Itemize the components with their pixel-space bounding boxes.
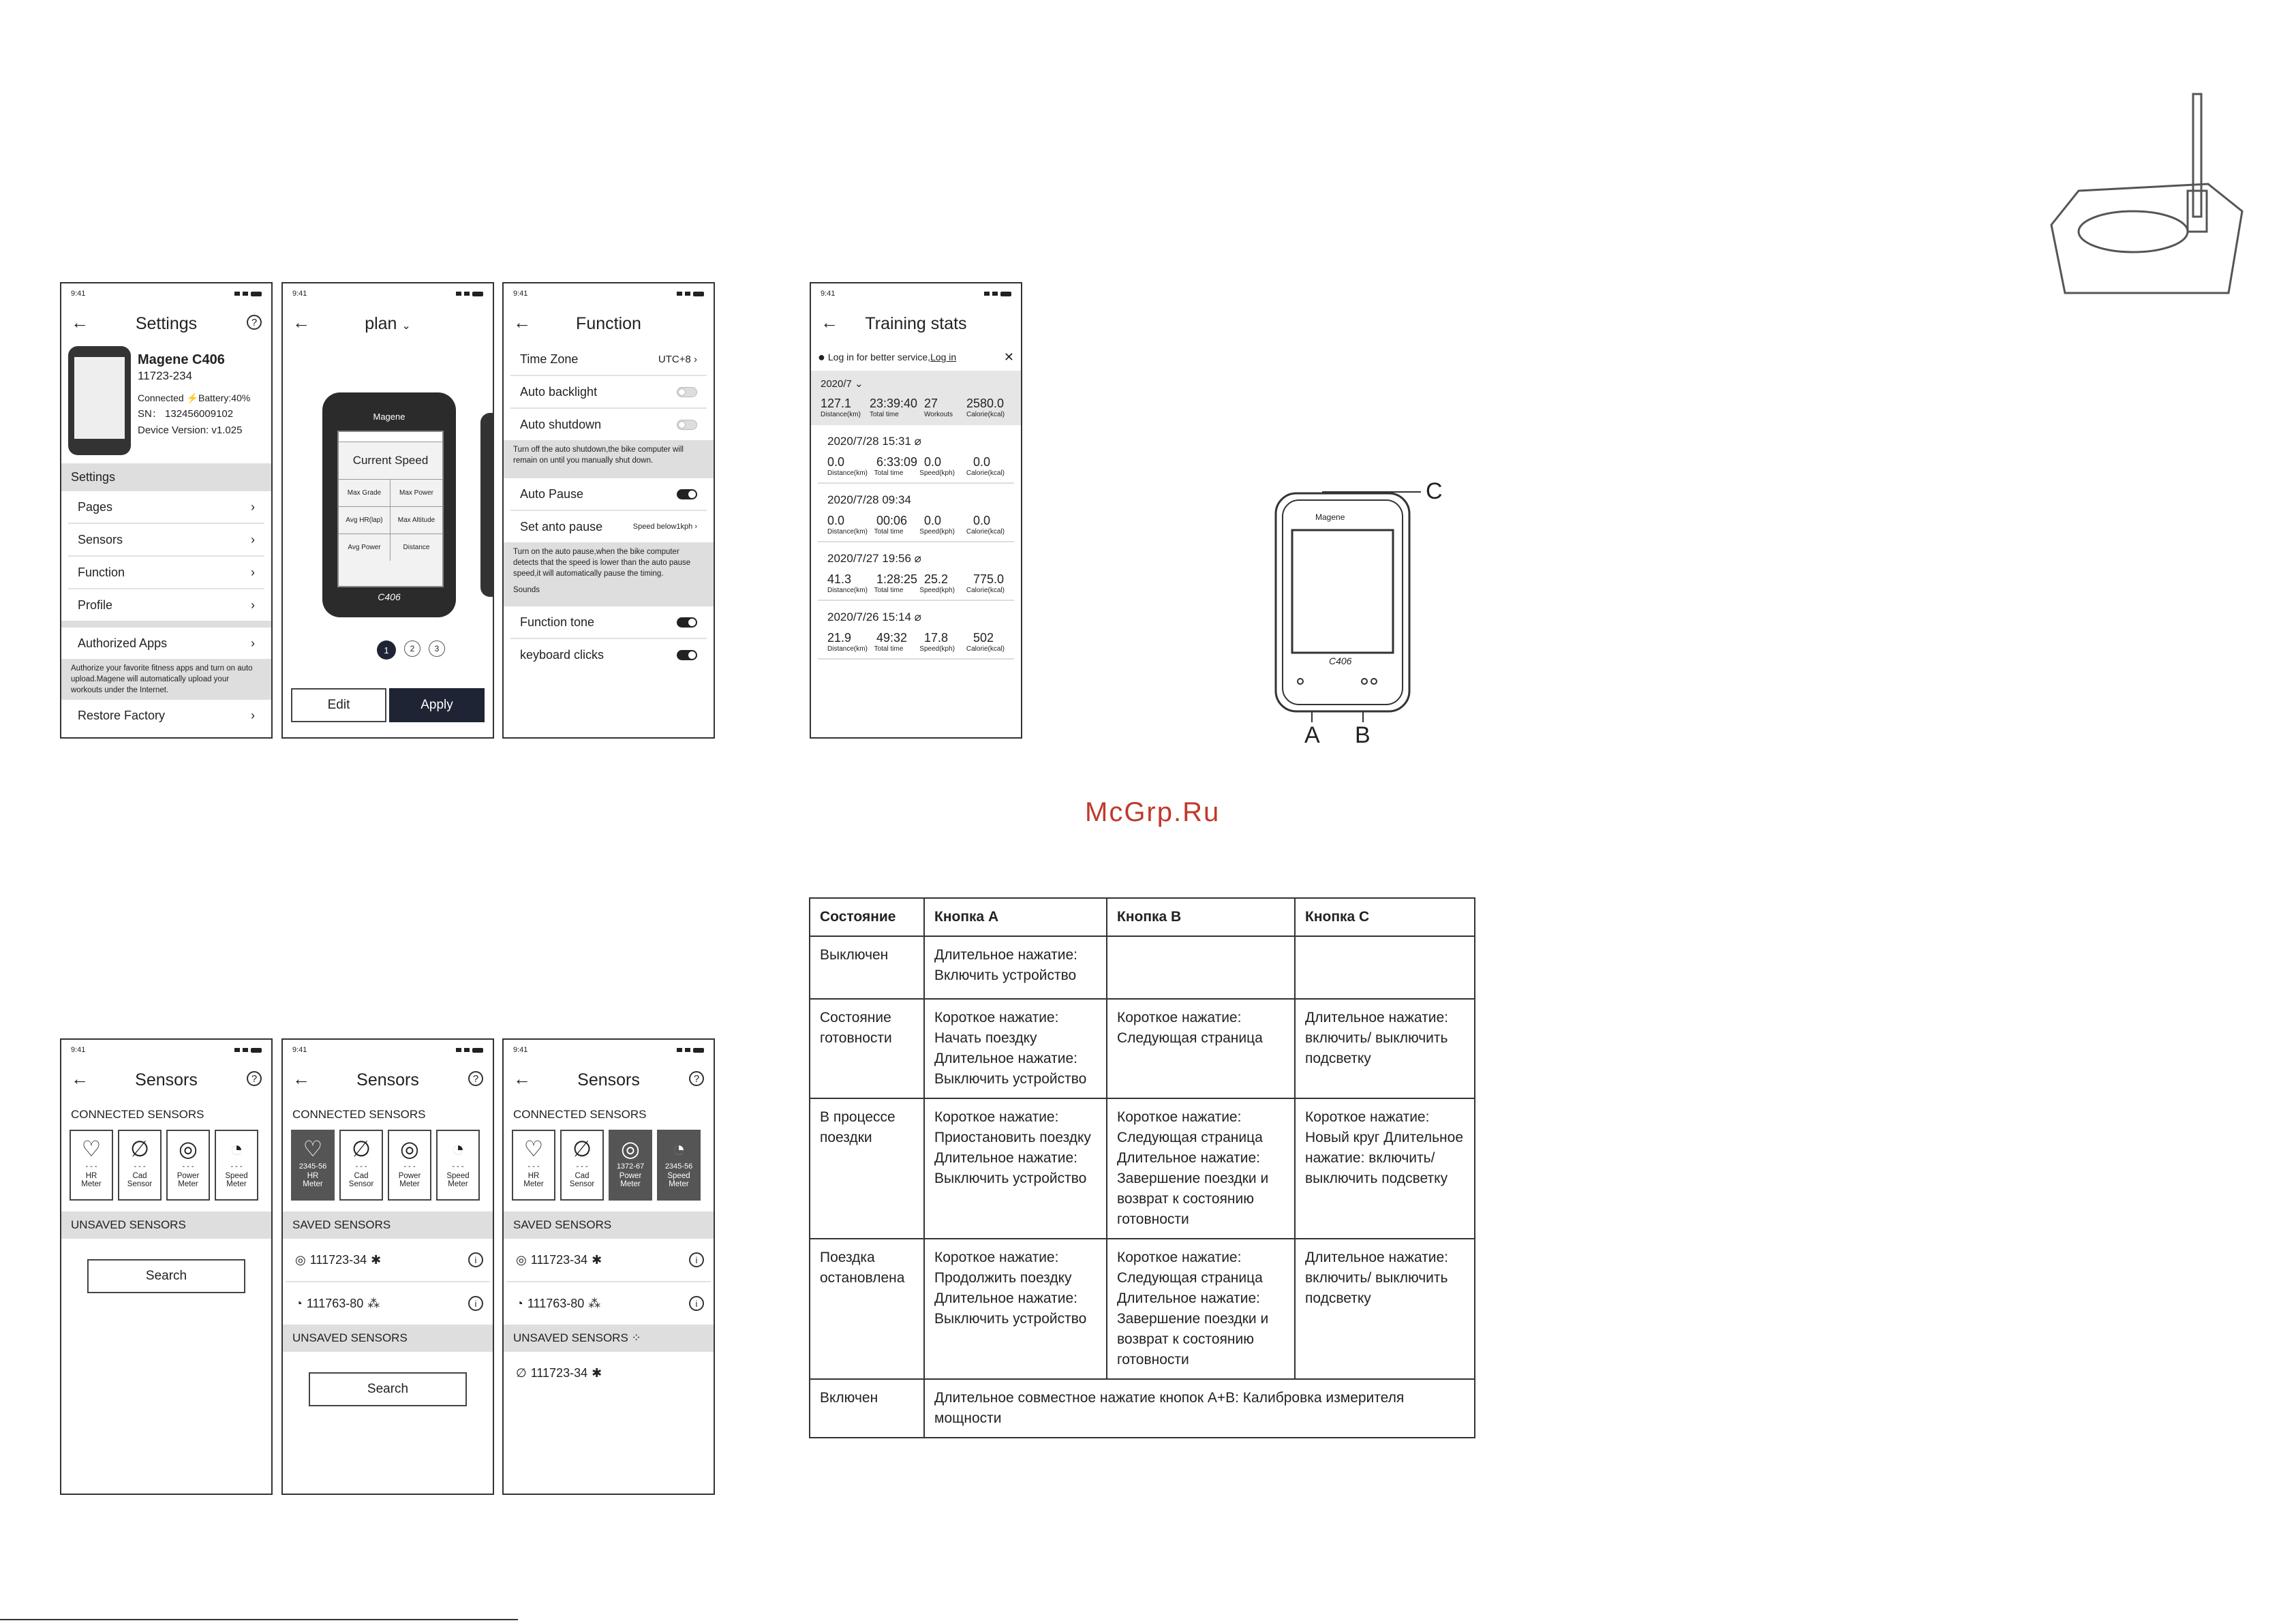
- grid-cell: Avg HR(lap): [339, 507, 391, 534]
- button-label-a: A: [1304, 722, 1320, 748]
- loading-spinner-icon: ⁘: [631, 1331, 641, 1344]
- table-row: [810, 936, 1475, 999]
- bike-icon: ⌀: [914, 435, 921, 448]
- saved-sensors-header: SAVED SENSORS: [504, 1211, 714, 1239]
- nav-bar: [283, 1060, 493, 1100]
- nav-bar: [504, 1060, 714, 1100]
- auto-pause-item: Auto Pause: [510, 478, 707, 511]
- page-dot-1[interactable]: 1: [377, 640, 396, 660]
- info-icon[interactable]: i: [468, 1296, 483, 1311]
- page-title: Training stats: [865, 313, 967, 333]
- plan-screen: [281, 282, 494, 739]
- device-preview: [322, 392, 456, 617]
- diagram-model: C406: [1329, 655, 1352, 666]
- table-cell: Короткое нажатие: Продолжить поездку Длительное нажатие: Выключить устройство: [924, 1239, 1107, 1379]
- device-name: Magene C406: [138, 352, 225, 367]
- settings-item-pages[interactable]: Pages ›: [68, 491, 264, 524]
- table-cell: [1295, 936, 1475, 999]
- speedometer-icon: ◔: [295, 1296, 303, 1310]
- power-icon: ◎: [295, 1252, 306, 1267]
- chevron-down-icon: ⌄: [401, 320, 411, 332]
- speedometer-icon: ◔: [451, 1137, 465, 1161]
- help-icon[interactable]: ?: [468, 1071, 483, 1086]
- table-header: Кнопка B: [1107, 898, 1295, 936]
- heart-rate-icon: ♡: [81, 1137, 102, 1161]
- settings-section-header: Settings: [61, 463, 271, 491]
- table-cell: Состояние готовности: [810, 999, 924, 1098]
- hr-meter-slot[interactable]: ♡ 2345-56 HR Meter: [291, 1130, 335, 1201]
- grid-cell: Distance: [403, 544, 430, 551]
- chevron-right-icon: ›: [251, 598, 255, 612]
- settings-item-profile[interactable]: Profile ›: [78, 598, 255, 612]
- sensor-slots: [283, 1130, 493, 1201]
- power-icon: ◎: [516, 1252, 527, 1267]
- apply-button[interactable]: Apply: [389, 688, 485, 722]
- device-model: C406: [378, 591, 401, 602]
- connected-sensors-header: CONNECTED SENSORS: [513, 1108, 647, 1121]
- nav-bar: [283, 304, 493, 343]
- back-arrow-icon[interactable]: ←: [71, 312, 89, 333]
- plan-dropdown[interactable]: plan ⌄: [365, 313, 411, 333]
- table-header: Кнопка C: [1295, 898, 1475, 936]
- speed-meter-slot[interactable]: ◔ - - - Speed Meter: [215, 1130, 258, 1201]
- info-icon[interactable]: i: [689, 1252, 704, 1267]
- unsaved-sensor-row[interactable]: ∅ 111723-34 ✱: [516, 1365, 602, 1380]
- bike-icon: ⌀: [914, 552, 921, 565]
- table-cell: Короткое нажатие: Следующая страница Длительное нажатие: Завершение поездки и возврат к состоянию готовности: [1107, 1239, 1295, 1379]
- page-title: Sensors: [577, 1070, 640, 1089]
- info-icon[interactable]: i: [689, 1296, 704, 1311]
- sensor-slots: [61, 1130, 271, 1201]
- hr-meter-slot[interactable]: ♡ - - - HR Meter: [512, 1130, 555, 1201]
- info-icon[interactable]: i: [468, 1252, 483, 1267]
- device-brand: Magene: [373, 412, 405, 422]
- table-cell: Короткое нажатие: Новый круг Длительное нажатие: включить/ выключить подсветку: [1295, 1098, 1475, 1239]
- table-header: Состояние: [810, 898, 924, 936]
- bluetooth-icon: ✱: [371, 1252, 382, 1267]
- status-bar: 9:41: [283, 283, 493, 304]
- device-id: 11723-234: [138, 369, 193, 382]
- ride-entry[interactable]: 2020/7/28 09:34 0.0 00:06 0.0 0.0 Distance(km) Total time Speed(kph) Calorie(kcal): [818, 484, 1014, 542]
- login-banner: ● Log in for better service, Log in ✕: [818, 350, 1014, 364]
- saved-sensor-row[interactable]: ◔ 111763-80 ⁂ i: [286, 1282, 490, 1325]
- chevron-right-icon: ›: [251, 565, 255, 579]
- search-button[interactable]: Search: [87, 1259, 245, 1293]
- bluetooth-icon: ✱: [592, 1252, 602, 1267]
- bluetooth-icon: ✱: [592, 1365, 602, 1380]
- month-summary: 2020/7 ⌄ 127.1 23:39:40 27 2580.0 Distance(km) Total time Workouts Calorie(kcal): [811, 371, 1021, 425]
- cad-sensor-slot[interactable]: ∅ - - - Cad Sensor: [560, 1130, 604, 1201]
- saved-sensor-row[interactable]: ◎ 111723-34 ✱ i: [286, 1239, 490, 1282]
- chevron-right-icon: ›: [251, 499, 255, 514]
- table-cell: Короткое нажатие: Следующая страница Длительное нажатие: Завершение поездки и возврат к состоянию готовности: [1107, 1098, 1295, 1239]
- diagram-brand: Magene: [1315, 512, 1345, 522]
- heart-rate-icon: ♡: [303, 1137, 323, 1161]
- sensors-screen-searching: [502, 1038, 715, 1495]
- ride-entry[interactable]: 2020/7/27 19:56 ⌀ 41.3 1:28:25 25.2 775.0 Distance(km) Total time Speed(kph) Calorie(kcal): [818, 542, 1014, 601]
- user-icon: ●: [818, 350, 825, 364]
- settings-screen: [60, 282, 273, 739]
- back-arrow-icon[interactable]: ←: [292, 312, 310, 333]
- function-tone-item: Function tone: [510, 606, 707, 639]
- settings-item-function[interactable]: Function ›: [68, 557, 264, 589]
- sensor-slots: [504, 1130, 714, 1201]
- table-cell: Длительное совместное нажатие кнопок A+B: Калибровка измерителя мощности: [924, 1379, 1475, 1438]
- table-cell: Включен: [810, 1379, 924, 1438]
- table-row: [810, 1239, 1475, 1379]
- power-icon: ◎: [621, 1137, 640, 1161]
- cadence-icon: ∅: [516, 1365, 527, 1380]
- device-version: Device Version: v1.025: [138, 424, 243, 436]
- time-zone-item[interactable]: Time Zone UTC+8 ›: [510, 343, 707, 376]
- back-arrow-icon[interactable]: ←: [292, 1068, 310, 1089]
- keyboard-clicks-item: keyboard clicks: [510, 639, 707, 670]
- month-selector[interactable]: 2020/7 ⌄: [821, 378, 863, 390]
- page-dot-2[interactable]: 2: [404, 640, 420, 657]
- device-thumbnail: [68, 346, 131, 455]
- connected-sensors-header: CONNECTED SENSORS: [71, 1108, 204, 1121]
- help-icon[interactable]: ?: [689, 1071, 704, 1086]
- shutdown-note: Turn off the auto shutdown,the bike computer will remain on until you manually shut down.: [504, 440, 714, 478]
- table-row: [810, 999, 1475, 1098]
- page-title: Sensors: [356, 1070, 419, 1089]
- device-card[interactable]: Magene C406 11723-234 Connected ⚡Battery:40% SN： 132456009102 Device Version: v1.025: [61, 343, 271, 463]
- page-title: Function: [576, 313, 641, 333]
- device-outline-illustration: [1268, 477, 1486, 749]
- hr-meter-slot[interactable]: ♡ - - - HR Meter: [70, 1130, 113, 1201]
- power-meter-slot[interactable]: ◎ - - - Power Meter: [388, 1130, 431, 1201]
- speedometer-icon: ◔: [672, 1137, 686, 1161]
- nav-bar: [811, 304, 1021, 343]
- power-meter-slot[interactable]: ◎ - - - Power Meter: [166, 1130, 210, 1201]
- nav-bar: [504, 304, 714, 343]
- status-bar: 9:41: [61, 283, 271, 304]
- edit-button[interactable]: Edit: [291, 688, 386, 722]
- table-cell: Длительное нажатие: включить/ выключить подсветку: [1295, 999, 1475, 1098]
- grid-cell: Avg Power: [339, 534, 391, 561]
- heart-rate-icon: ♡: [523, 1137, 544, 1161]
- chevron-right-icon: ›: [251, 636, 255, 650]
- unsaved-sensors-header: UNSAVED SENSORS: [61, 1211, 271, 1239]
- function-screen: [502, 282, 715, 739]
- device-diagram: [1268, 477, 1486, 749]
- button-label-c: C: [1426, 478, 1443, 504]
- table-row: [810, 1098, 1475, 1239]
- cad-sensor-slot[interactable]: ∅ - - - Cad Sensor: [118, 1130, 162, 1201]
- table-header: Кнопка A: [924, 898, 1107, 936]
- chevron-right-icon: ›: [251, 532, 255, 546]
- nav-bar: [61, 304, 271, 343]
- battery-status: Battery:40%: [198, 392, 251, 403]
- table-cell: В процессе поездки: [810, 1098, 924, 1239]
- button-label-b: B: [1355, 722, 1371, 748]
- status-bar: 9:41: [504, 283, 714, 304]
- table-row: [810, 1379, 1475, 1438]
- table-cell: Длительное нажатие: включить/ выключить подсветку: [1295, 1239, 1475, 1379]
- training-stats-screen: [810, 282, 1022, 739]
- ride-entry[interactable]: 2020/7/28 15:31 ⌀ 0.0 6:33:09 0.0 0.0 Distance(km) Total time Speed(kph) Calorie(kcal): [818, 425, 1014, 484]
- speedometer-icon: ◔: [516, 1296, 523, 1310]
- status-bar: 9:41: [811, 283, 1021, 304]
- table-cell: Короткое нажатие: Начать поездку Длительное нажатие: Выключить устройство: [924, 999, 1107, 1098]
- back-arrow-icon[interactable]: ←: [513, 1068, 531, 1089]
- table-cell: Выключен: [810, 936, 924, 999]
- connection-status: Connected: [138, 392, 184, 403]
- page-title: Sensors: [135, 1070, 198, 1089]
- current-speed-field: Current Speed: [339, 442, 442, 480]
- help-icon[interactable]: ?: [247, 315, 262, 330]
- pause-note: Turn on the auto pause,when the bike computer detects that the speed is lower than the auto pause speed,it will automatically pause the timing. Sounds: [504, 542, 714, 606]
- unsaved-sensors-header: UNSAVED SENSORS: [283, 1325, 493, 1352]
- speed-meter-slot[interactable]: ◔ 2345-56 Speed Meter: [657, 1130, 701, 1201]
- back-arrow-icon[interactable]: ←: [513, 312, 531, 333]
- status-bar: 9:41: [504, 1040, 714, 1060]
- auto-backlight-item: Auto backlight: [510, 376, 707, 409]
- cadence-icon: ∅: [352, 1137, 371, 1161]
- device-cable-illustration: [2038, 89, 2256, 307]
- function-tone-toggle[interactable]: [677, 617, 697, 628]
- back-arrow-icon[interactable]: ←: [821, 312, 838, 333]
- page-title: Settings: [135, 313, 198, 333]
- cadence-icon: ∅: [130, 1137, 149, 1161]
- ant-icon: ⁂: [367, 1296, 380, 1310]
- auto-shutdown-toggle[interactable]: [677, 420, 697, 430]
- unsaved-sensors-header: UNSAVED SENSORS ⁘: [504, 1325, 714, 1352]
- login-link[interactable]: Log in: [930, 352, 957, 362]
- saved-sensor-row[interactable]: ◎ 111723-34 ✱ i: [506, 1239, 711, 1282]
- table-cell: Короткое нажатие: Следующая страница: [1107, 999, 1295, 1098]
- cad-sensor-slot[interactable]: ∅ - - - Cad Sensor: [339, 1130, 383, 1201]
- power-meter-slot[interactable]: ◎ 1372-67 Power Meter: [609, 1130, 652, 1201]
- keyboard-clicks-toggle[interactable]: [677, 650, 697, 660]
- table-cell: Короткое нажатие: Приостановить поездку Длительное нажатие: Выключить устройство: [924, 1098, 1107, 1239]
- authorized-apps-item[interactable]: Authorized Apps ›: [78, 636, 255, 650]
- sensors-screen-saved: [281, 1038, 494, 1495]
- status-bar: 9:41: [61, 1040, 271, 1060]
- grid-cell: Max Grade: [339, 480, 391, 507]
- bike-icon: ⌀: [914, 610, 921, 623]
- speed-meter-slot[interactable]: ◔ - - - Speed Meter: [436, 1130, 480, 1201]
- sensors-screen-empty: [60, 1038, 273, 1495]
- chevron-right-icon: ›: [251, 708, 255, 722]
- connected-sensors-header: CONNECTED SENSORS: [292, 1108, 426, 1121]
- cadence-icon: ∅: [572, 1137, 592, 1161]
- ant-icon: ⁂: [588, 1296, 601, 1310]
- settings-item-sensors[interactable]: Sensors ›: [68, 524, 264, 557]
- page-indicator: [377, 640, 445, 660]
- search-button[interactable]: Search: [309, 1372, 467, 1406]
- power-icon: ◎: [400, 1137, 419, 1161]
- nav-bar: [61, 1060, 271, 1100]
- auto-pause-toggle[interactable]: [677, 489, 697, 499]
- set-pause-item[interactable]: Set anto pause Speed below1kph ›: [520, 519, 697, 534]
- page-dot-3[interactable]: 3: [429, 640, 445, 657]
- serial-number: SN： 132456009102: [138, 408, 234, 420]
- help-icon[interactable]: ?: [247, 1071, 262, 1086]
- saved-sensors-header: SAVED SENSORS: [283, 1211, 493, 1239]
- button-functions-table: [809, 897, 1475, 1438]
- ride-entry[interactable]: 2020/7/26 15:14 ⌀ 21.9 49:32 17.8 502 Distance(km) Total time Speed(kph) Calorie(kcal): [818, 601, 1014, 660]
- table-cell: Поездка остановлена: [810, 1239, 924, 1379]
- speedometer-icon: ◔: [230, 1137, 243, 1161]
- table-header-row: [810, 898, 1475, 936]
- auto-shutdown-item: Auto shutdown: [510, 409, 707, 440]
- auto-backlight-toggle[interactable]: [677, 387, 697, 397]
- back-arrow-icon[interactable]: ←: [71, 1068, 89, 1089]
- authorized-apps-note: Authorize your favorite fitness apps and turn on auto upload.Magene will automatically upload your workouts under the Internet.: [61, 659, 271, 700]
- footer-rule: [0, 1619, 518, 1620]
- status-bar: 9:41: [283, 1040, 493, 1060]
- close-icon[interactable]: ✕: [1003, 350, 1014, 364]
- table-cell: Длительное нажатие: Включить устройство: [924, 936, 1107, 999]
- grid-cell: Max Power: [391, 480, 442, 507]
- watermark: McGrp.Ru: [1085, 797, 1221, 827]
- restore-factory-item[interactable]: Restore Factory ›: [78, 708, 255, 722]
- table-cell: [1107, 936, 1295, 999]
- saved-sensor-row[interactable]: ◔ 111763-80 ⁂ i: [506, 1282, 711, 1325]
- grid-cell: Max Altitude: [391, 507, 442, 534]
- power-icon: ◎: [179, 1137, 198, 1161]
